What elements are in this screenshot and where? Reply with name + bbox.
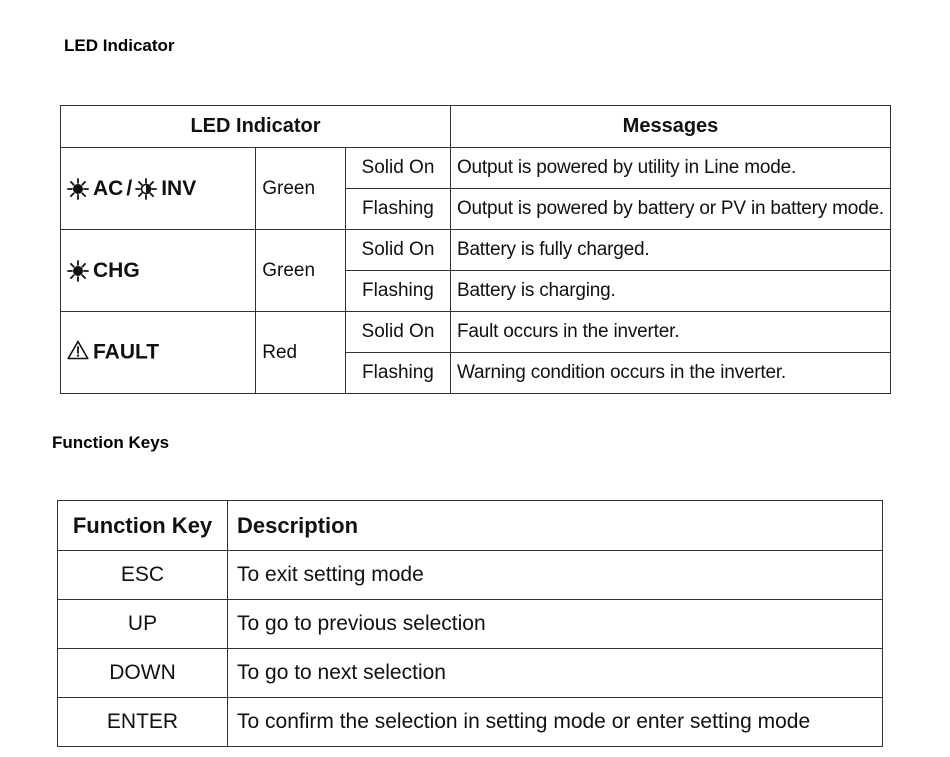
header-description: Description <box>228 501 883 551</box>
led-message: Output is powered by utility in Line mode. <box>450 148 890 189</box>
table-row <box>58 600 883 649</box>
table-row <box>58 649 883 698</box>
led-indicator-title: LED Indicator <box>64 36 175 55</box>
led-name-inv: INV <box>161 176 197 200</box>
led-message: Battery is fully charged. <box>450 230 890 271</box>
function-key-cell: ESC <box>58 551 228 600</box>
led-message: Battery is charging. <box>450 271 890 312</box>
table-row <box>61 312 891 353</box>
function-key-cell: UP <box>58 600 228 649</box>
header-function-key: Function Key <box>58 501 228 551</box>
led-name-fault <box>61 312 256 394</box>
led-mode: Solid On <box>345 312 450 353</box>
led-name-ac: AC <box>93 176 124 200</box>
led-message: Warning condition occurs in the inverter. <box>450 353 890 394</box>
led-name-chg <box>61 230 256 312</box>
led-message: Fault occurs in the inverter. <box>450 312 890 353</box>
table-row <box>58 698 883 747</box>
header-messages: Messages <box>450 106 890 148</box>
function-key-cell: DOWN <box>58 649 228 698</box>
function-description-cell: To go to next selection <box>228 649 883 698</box>
led-mode: Solid On <box>345 230 450 271</box>
led-mode: Solid On <box>345 148 450 189</box>
led-mode: Flashing <box>345 189 450 230</box>
led-color-chg: Green <box>256 230 346 312</box>
table-row <box>61 230 891 271</box>
led-name-slash: / <box>126 176 133 200</box>
led-color-fault: Red <box>256 312 346 394</box>
table-header-row <box>58 501 883 551</box>
led-name-chg-label: CHG <box>93 258 140 282</box>
table-row <box>61 148 891 189</box>
led-mode: Flashing <box>345 353 450 394</box>
led-name-fault-label: FAULT <box>93 340 160 364</box>
led-message: Output is powered by battery or PV in battery mode. <box>450 189 890 230</box>
header-led-indicator: LED Indicator <box>61 106 451 148</box>
led-name-ac-inv <box>61 148 256 230</box>
function-keys-table <box>57 500 883 747</box>
led-solid-icon <box>67 178 89 200</box>
function-description-cell: To exit setting mode <box>228 551 883 600</box>
led-indicator-table <box>60 105 891 394</box>
led-flashing-icon <box>135 178 157 200</box>
function-description-cell: To confirm the selection in setting mode or enter setting mode <box>228 698 883 747</box>
led-solid-icon <box>67 260 89 282</box>
function-description-cell: To go to previous selection <box>228 600 883 649</box>
table-row <box>58 551 883 600</box>
warning-triangle-icon <box>67 340 89 366</box>
led-color-ac-inv: Green <box>256 148 346 230</box>
table-header-row <box>61 106 891 148</box>
led-mode: Flashing <box>345 271 450 312</box>
function-key-cell: ENTER <box>58 698 228 747</box>
function-keys-title: Function Keys <box>52 433 170 452</box>
